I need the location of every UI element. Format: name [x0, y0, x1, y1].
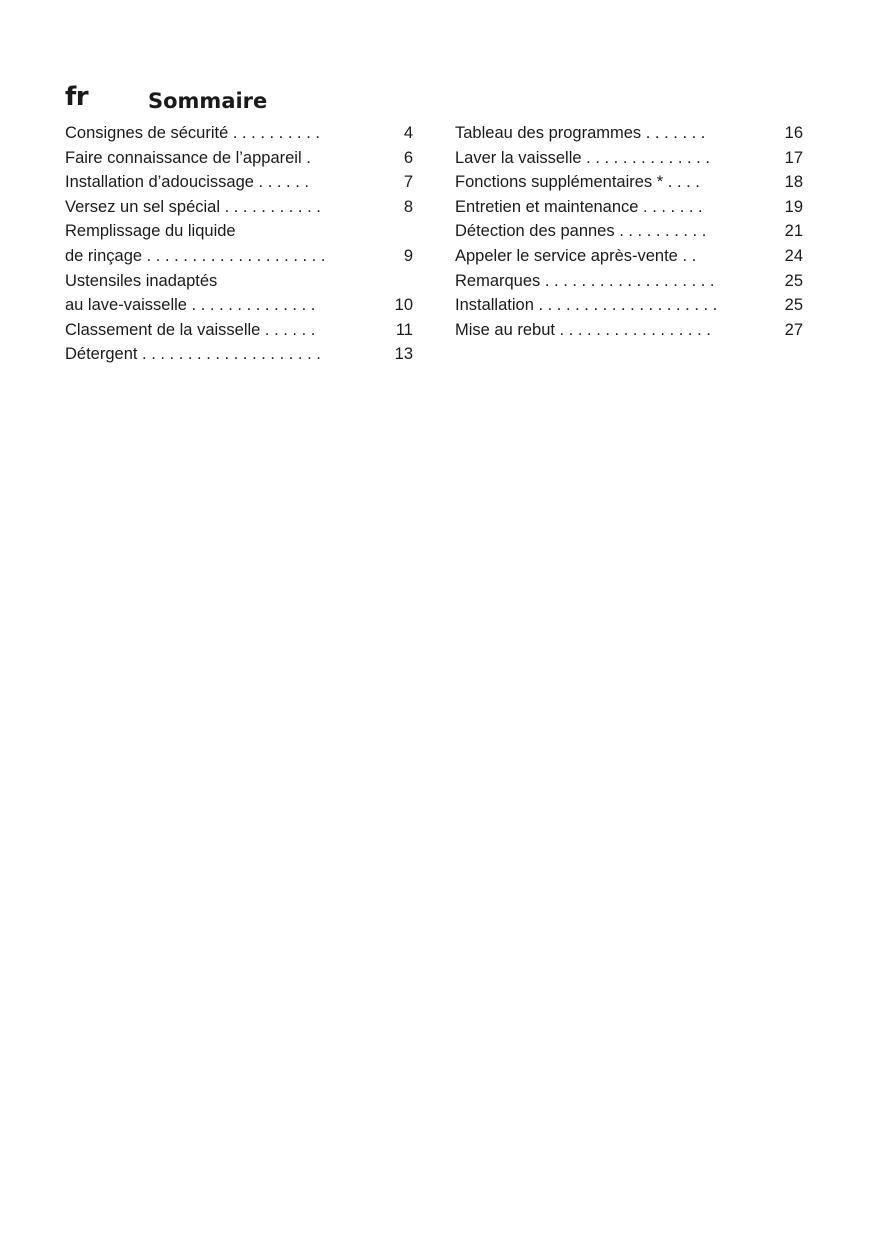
toc-entry-page: 16: [784, 124, 803, 142]
toc-entry-page: 17: [784, 148, 803, 167]
toc-entry: [65, 195, 415, 220]
toc-entry-label: Installation d’adoucissage . . . . . .: [65, 173, 309, 192]
toc-entry-label: Consignes de sécurité . . . . . . . . . .: [65, 124, 320, 142]
toc-entry-page: 21: [784, 222, 803, 241]
toc-entry: [65, 293, 415, 318]
toc-entry: [455, 195, 805, 220]
toc-entry: [65, 342, 415, 367]
toc-entry-page: 7: [403, 173, 413, 192]
toc-entry: [65, 318, 415, 343]
toc-entry-label: Ustensiles inadaptés: [65, 271, 218, 290]
toc-entry-page: 24: [784, 246, 803, 265]
language-code: fr: [65, 82, 89, 112]
toc-entry: [455, 269, 805, 294]
toc-entry: [455, 318, 805, 343]
toc-entry: [65, 269, 415, 294]
toc-entry-label: Laver la vaisselle . . . . . . . . . . . . . .: [455, 148, 710, 167]
toc-entry: [455, 293, 805, 318]
toc-entry: [455, 170, 805, 195]
toc-entry: [455, 146, 805, 171]
toc-entry-label: Classement de la vaisselle . . . . . .: [65, 320, 316, 339]
toc-entry-page: 18: [784, 173, 803, 192]
toc-entry-page: 27: [784, 320, 803, 339]
toc-entry-page: 19: [784, 197, 803, 216]
toc-left-column: [65, 121, 415, 367]
toc-entry-page: 13: [394, 345, 413, 364]
toc-entry: [65, 146, 415, 171]
toc-entry-label: Installation . . . . . . . . . . . . . . . . . . . .: [455, 296, 718, 315]
toc-entry-label: Remplissage du liquide: [65, 222, 236, 241]
toc-entry-label: au lave-vaisselle . . . . . . . . . . . . . .: [65, 296, 316, 315]
toc-entry-label: Entretien et maintenance . . . . . . .: [455, 197, 703, 216]
toc-entry-page: 9: [403, 246, 413, 265]
toc-entry-label: de rinçage . . . . . . . . . . . . . . . . . . . .: [65, 246, 326, 265]
toc-entry-page: 11: [395, 320, 413, 339]
toc-entry-page: 4: [403, 124, 413, 142]
page-title: Sommaire: [148, 89, 268, 113]
toc-entry: [455, 121, 805, 146]
toc-entry-label: Fonctions supplémentaires * . . . .: [455, 173, 700, 192]
toc-entry-label: Mise au rebut . . . . . . . . . . . . . . . . .: [455, 320, 711, 339]
toc-entry: [65, 244, 415, 269]
toc-entry: [65, 121, 415, 146]
toc-entry-label: Versez un sel spécial . . . . . . . . . . .: [65, 197, 321, 216]
toc-entry: [455, 244, 805, 269]
toc-entry-page: 10: [394, 296, 413, 315]
toc-entry-label: Détergent . . . . . . . . . . . . . . . . . . . .: [65, 345, 321, 364]
toc-right-column: [455, 121, 805, 342]
toc-entry: [65, 170, 415, 195]
toc-entry-page: 25: [784, 271, 803, 290]
toc-entry-label: Faire connaissance de l’appareil .: [65, 148, 311, 167]
toc-entry: [455, 219, 805, 244]
toc-entry: [65, 219, 415, 244]
toc-entry-label: Détection des pannes . . . . . . . . . .: [455, 222, 707, 241]
toc-entry-label: Remarques . . . . . . . . . . . . . . . . . . .: [455, 271, 715, 290]
toc-entry-label: Tableau des programmes . . . . . . .: [455, 124, 706, 142]
toc-entry-page: 25: [784, 296, 803, 315]
toc-entry-label: Appeler le service après-vente . .: [455, 246, 697, 265]
toc-entry-page: 8: [403, 197, 413, 216]
toc-entry-page: 6: [403, 148, 413, 167]
